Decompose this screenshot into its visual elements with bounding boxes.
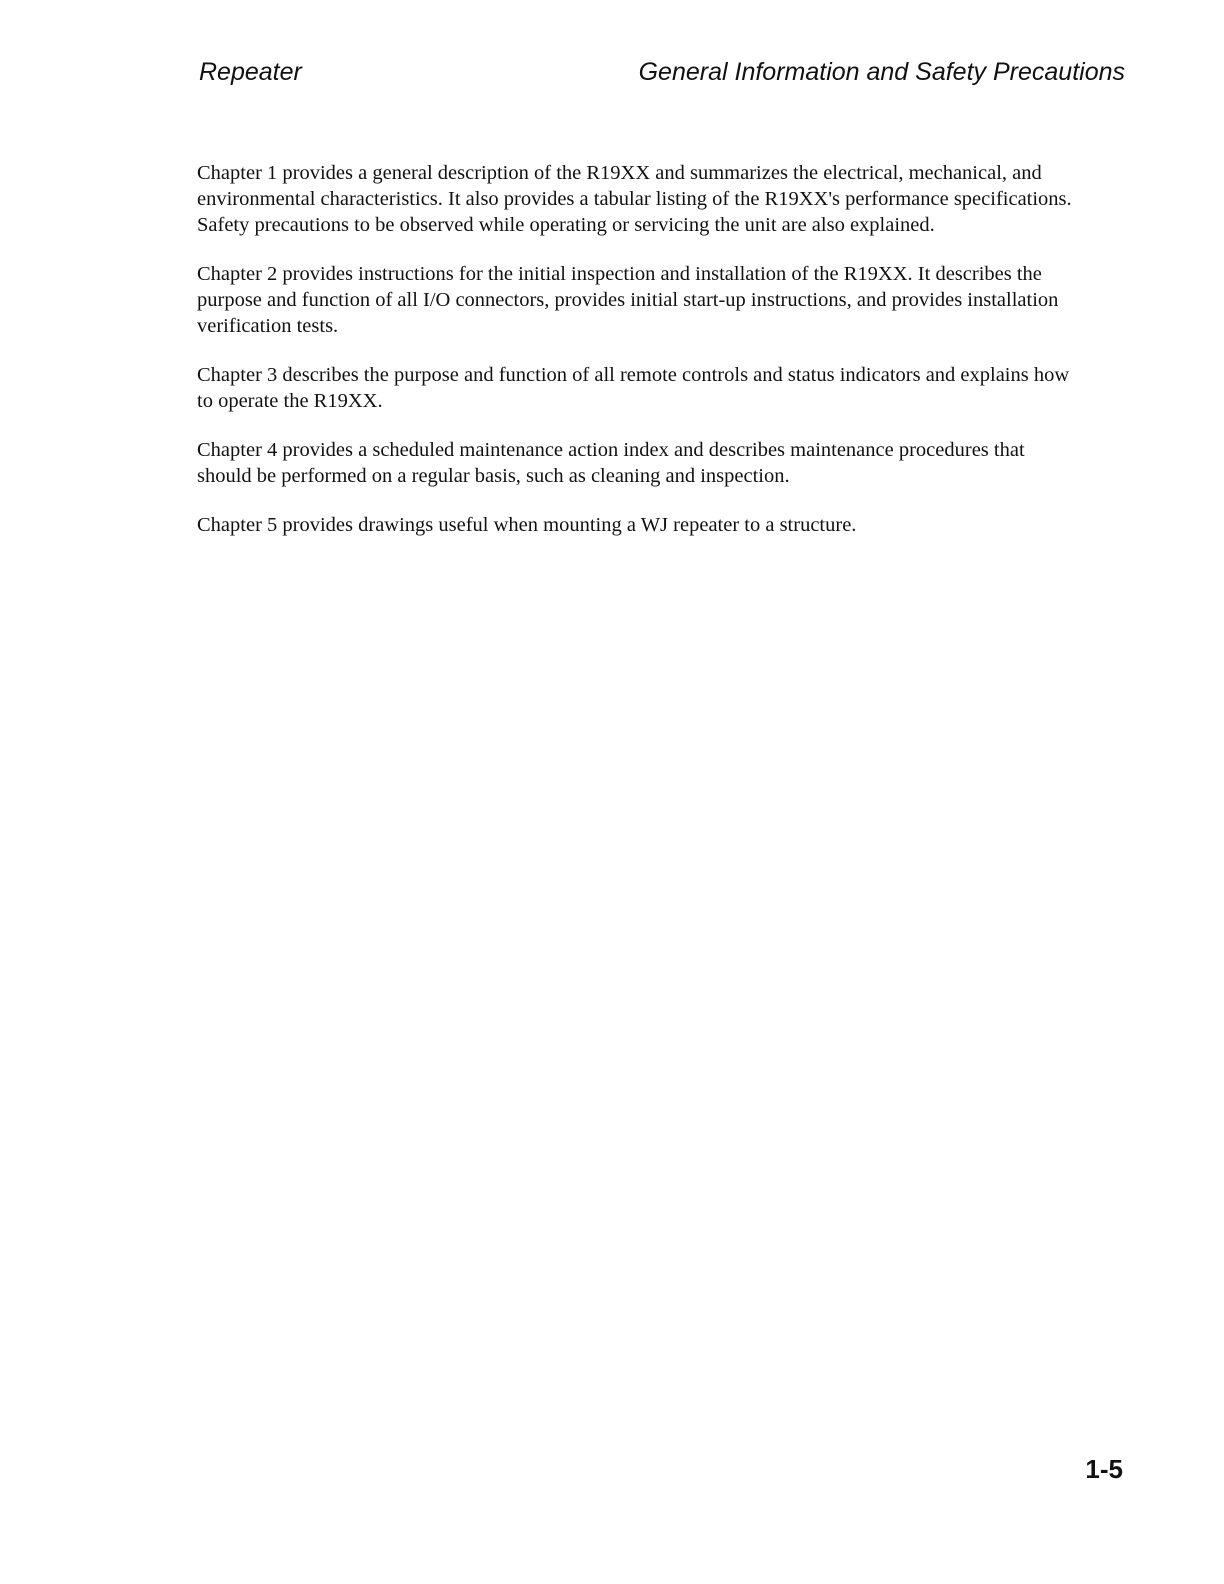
paragraph-chapter-4: Chapter 4 provides a scheduled maintenance action index and describes maintenance procedures that should be performed on a regular basis, such as cleaning and inspection. [197,439,1025,487]
page-number: 1-5 [1085,1454,1123,1484]
page-header [199,56,1125,90]
paragraph-chapter-5: Chapter 5 provides drawings useful when mounting a WJ repeater to a structure. [197,514,857,536]
paragraph-chapter-2: Chapter 2 provides instructions for the initial inspection and installation of the R19XX. It describes the purpose and function of all I/O connectors, provides initial start-up instructions, and provides installation verification tests. [197,263,1059,337]
document-body [197,160,1077,561]
paragraph-chapter-3: Chapter 3 describes the purpose and function of all remote controls and status indicators and explains how to operate the R19XX. [197,364,1070,412]
header-document-title: Repeater [199,58,302,86]
paragraph-chapter-1: Chapter 1 provides a general description of the R19XX and summarizes the electrical, mechanical, and environmental characteristics. It also provides a tabular listing of the R19XX's performance specifications. Safety precautions to be observed while operating or servicing the unit are also explained. [197,162,1072,236]
header-section-title: General Information and Safety Precautions [638,58,1125,86]
